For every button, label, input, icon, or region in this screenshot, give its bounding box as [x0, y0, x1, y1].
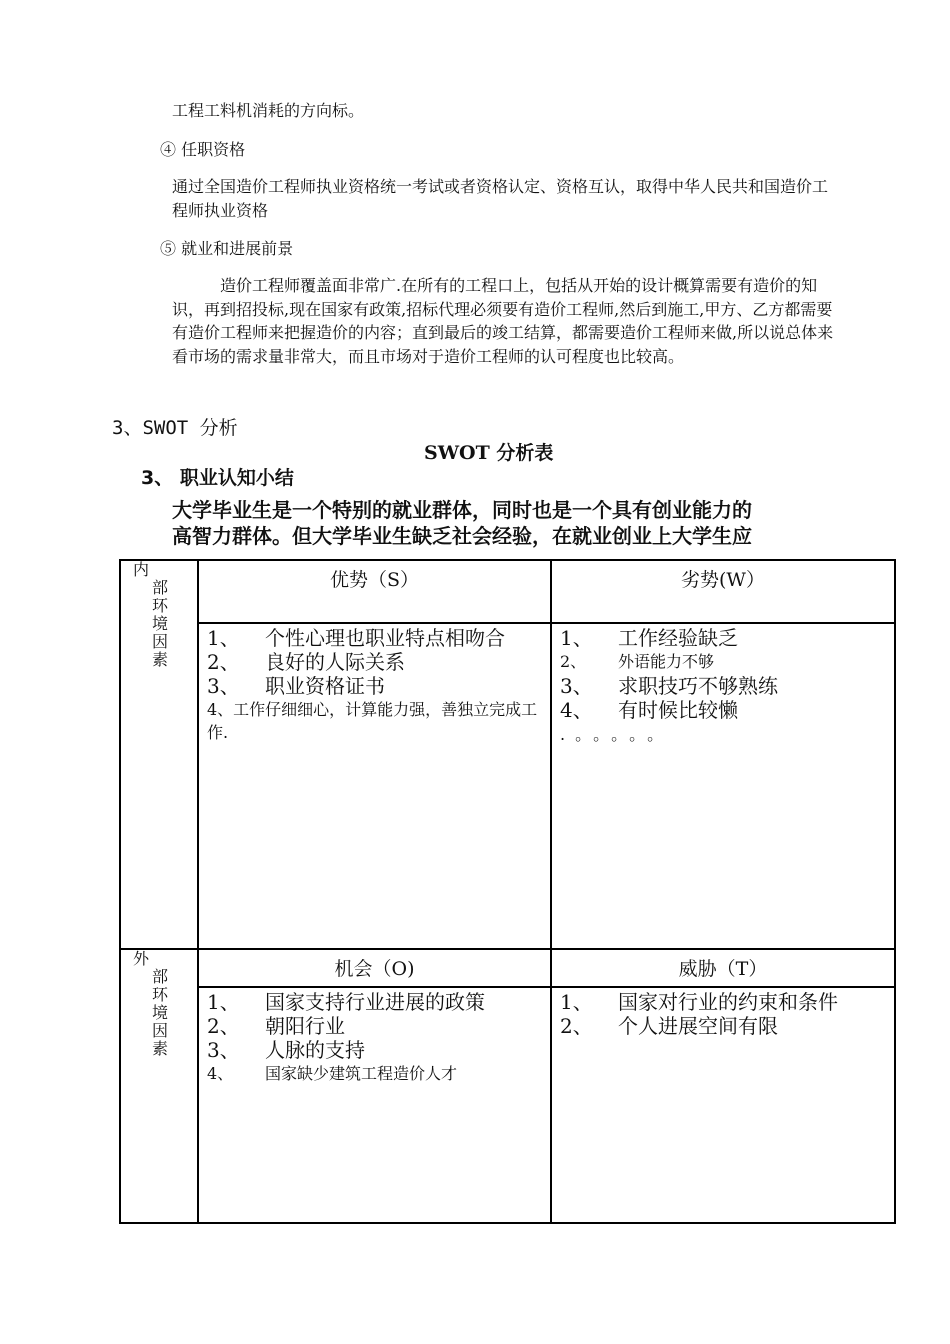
external-factors-cell — [120, 949, 198, 1223]
strength-item-4: 4、工作仔细细心，计算能力强，善独立完成工作. — [207, 700, 538, 742]
strength-item-2: 2、 良好的人际关系 — [207, 650, 405, 674]
bold-paragraph-line2: 高智力群体。但大学毕业生缺乏社会经验，在就业创业上大学生应 — [172, 524, 752, 548]
weakness-item-4: 4、 有时候比较懒 — [560, 698, 738, 722]
heading-qualification: ④ 任职资格 — [160, 140, 246, 159]
section-heading-cognition: 3、 职业认知小结 — [141, 467, 294, 489]
weakness-ellipsis: .。。。。。 — [560, 725, 674, 744]
strengths-list — [198, 623, 551, 949]
paragraph-prospects: 造价工程师覆盖面非常广.在所有的工程口上，包括从开始的设计概算需要有造价的知识，再到招投标,现在国家有政策,招标代理必须要有造价工程师,然后到施工,甲方、乙方都需要有造价工程师来把握造价的内容；直到最后的竣工结算，都需要造价工程师来做,所以说总体来看市场的需求量非常大，而且市场对于造价工程师的认可程度也比较高。 — [172, 276, 834, 366]
opportunities-header: 机会（O) — [198, 949, 551, 987]
side-label-external-4: 因 — [152, 1021, 169, 1040]
strengths-header: 优势（S） — [198, 560, 551, 623]
strength-item-3: 3、 职业资格证书 — [207, 674, 385, 698]
weaknesses-header: 劣势(W） — [551, 560, 895, 623]
opportunity-item-3: 3、 人脉的支持 — [207, 1038, 365, 1062]
side-label-external-5: 素 — [152, 1039, 169, 1058]
side-label-internal-3: 境 — [152, 614, 169, 633]
text-line-direction: 工程工料机消耗的方向标。 — [172, 101, 365, 120]
opportunity-item-2: 2、 朝阳行业 — [207, 1014, 345, 1038]
internal-factors-cell — [120, 560, 198, 949]
side-label-internal-5: 素 — [152, 650, 169, 669]
paragraph-qualification: 通过全国造价工程师执业资格统一考试或者资格认定、资格互认，取得中华人民共和国造价工程师执业资格 — [172, 177, 829, 220]
weakness-item-2: 2、 外语能力不够 — [560, 652, 715, 671]
side-label-internal-1: 部 — [152, 578, 169, 597]
side-label-internal-first: 内 — [133, 560, 150, 579]
strength-item-1: 1、 个性心理也职业特点相吻合 — [207, 626, 505, 650]
threat-item-1: 1、 国家对行业的约束和条件 — [560, 990, 838, 1014]
swot-table — [119, 559, 896, 1224]
opportunity-item-1: 1、 国家支持行业进展的政策 — [207, 990, 485, 1014]
side-label-external-2: 环 — [152, 985, 169, 1004]
side-label-internal-2: 环 — [152, 596, 169, 615]
threats-header: 威胁（T） — [551, 949, 895, 987]
side-label-external-3: 境 — [152, 1003, 169, 1022]
opportunities-list — [198, 987, 551, 1223]
side-label-external-first: 外 — [133, 949, 150, 968]
side-label-external-1: 部 — [152, 967, 169, 986]
swot-table-title: SWOT 分析表 — [424, 442, 554, 464]
opportunity-item-4: 4、 国家缺少建筑工程造价人才 — [207, 1064, 458, 1083]
section-heading-swot: 3、SWOT 分析 — [112, 417, 238, 439]
threats-list — [551, 987, 895, 1223]
weakness-item-1: 1、 工作经验缺乏 — [560, 626, 738, 650]
side-label-internal-4: 因 — [152, 632, 169, 651]
bold-paragraph-line1: 大学毕业生是一个特别的就业群体，同时也是一个具有创业能力的 — [172, 498, 752, 522]
heading-prospects: ⑤ 就业和进展前景 — [160, 239, 294, 258]
threat-item-2: 2、 个人进展空间有限 — [560, 1014, 778, 1038]
weaknesses-list — [551, 623, 895, 949]
weakness-item-3: 3、 求职技巧不够熟练 — [560, 674, 778, 698]
